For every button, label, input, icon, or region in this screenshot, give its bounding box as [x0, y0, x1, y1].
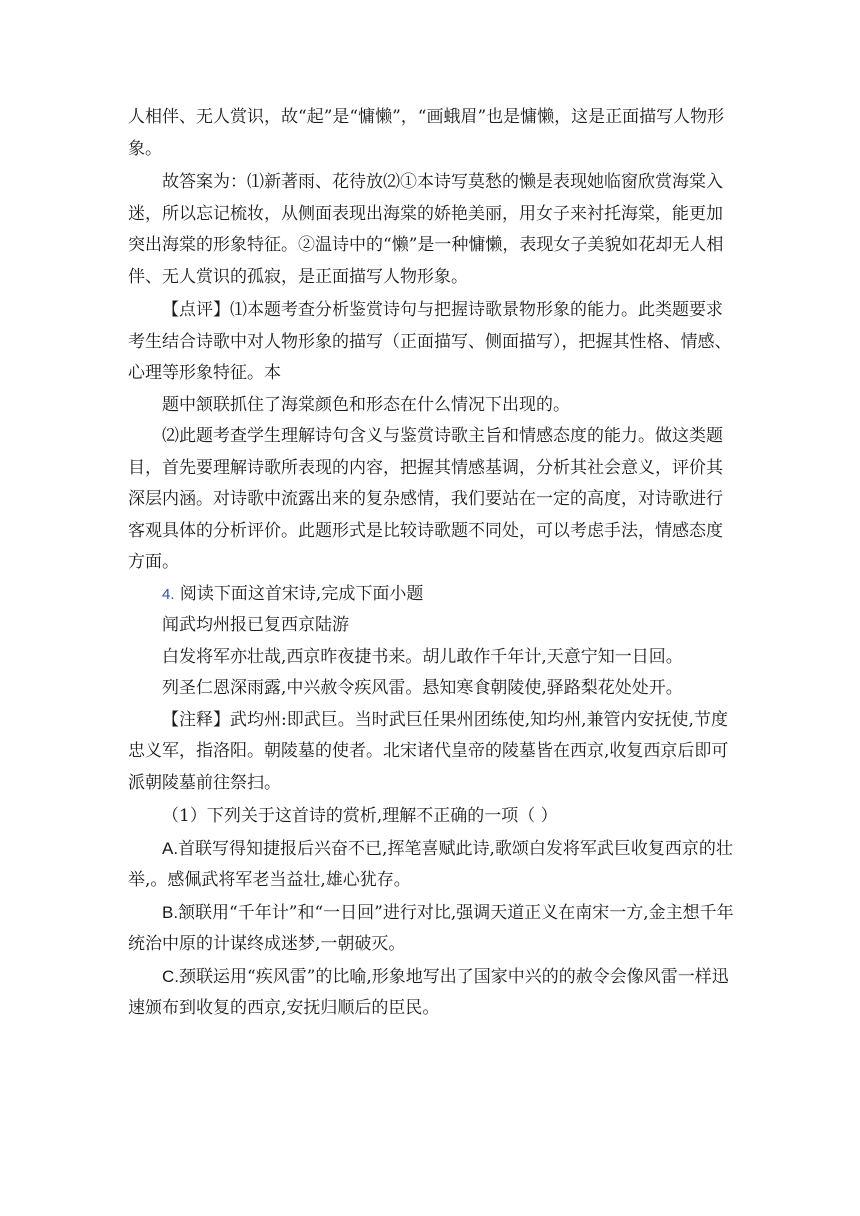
question-number: 4.: [162, 585, 175, 603]
document-body: [128, 102, 734, 1025]
poem-title: 闻武均州报已复西京陆游: [162, 615, 349, 635]
paragraph-continuation: 人相伴、无人赏识，故“起”是“慵懒”，“画蛾眉”也是慵懒，这是正面描写人物形象。: [128, 107, 725, 159]
paragraph-answer: 故答案为：⑴新著雨、花待放⑵①本诗写莫愁的懒是表现她临窗欣赏海棠入迷，所以忘记梳妆，从侧面表现出海棠的娇艳美丽，用女子来衬托海棠，能更加突出海棠的形象特征。②温诗中的“懒”是一种慵懒，表现女子美貌如花却无人相伴、无人赏识的孤寂，是正面描写人物形象。: [128, 172, 724, 287]
option-c-letter: C.: [162, 966, 179, 986]
paragraph-comment-1-cont: 题中颔联抓住了海棠颜色和形态在什么情况下出现的。: [162, 394, 570, 415]
option-b-letter: B.: [162, 902, 179, 922]
option-a-letter: A.: [162, 838, 179, 858]
paragraph-comment-2: ⑵此题考查学生理解诗句含义与鉴赏诗歌主旨和情感态度的能力。做这类题目，首先要理解诗歌所表现的内容，把握其情感基调，分析其社会意义，评价其深层内涵。对诗歌中流露出来的复杂感情，我们要站在一定的高度，对诗歌进行客观具体的分析评价。此题形式是比较诗歌题不同处，可以考虑手法，情感态度方面。: [128, 426, 723, 572]
option-a: [128, 833, 734, 897]
poem-note: 【注释】武均州:即武巨。当时武巨任果州团练使,知均州,兼管内安抚使,节度忠义军，指洛阳。朝陵墓的使者。北宋诸代皇帝的陵墓皆在西京,收复西京后即可派朝陵墓前往祭扫。: [128, 709, 729, 793]
question-prompt: 阅读下面这首宋诗,完成下面小题: [179, 583, 424, 604]
option-c-text: 颈联运用“疾风雷”的比喻,形象地写出了国家中兴的的赦令会像风雷一样迅速颁布到收复的西京,安抚归顺后的臣民。: [128, 966, 729, 1018]
sub-question: （1）下列关于这首诗的赏析,理解不正确的一项（ ）: [162, 806, 558, 826]
poem-line-1: 白发将军亦壮哉,西京昨夜捷书来。胡儿敢作千年计,天意宁知一日回。: [162, 646, 683, 667]
paragraph-comment-1: 【点评】⑴本题考查分析鉴赏诗句与把握诗歌景物形象的能力。此类题要求考生结合诗歌中对人物形象的描写（正面描写、侧面描写），把握其性格、情感、心理等形象特征。本: [128, 300, 732, 383]
option-b-text: 颔联用“千年计”和“一日回”进行对比,强调天道正义在南宋一方,金主想千年统治中原的计谋终成迷梦,一朝破灭。: [128, 902, 734, 954]
option-a-text: 首联写得知捷报后兴奋不已,挥笔喜赋此诗,歌颂白发将军武巨收复西京的壮举,。感佩武将军老当益壮,雄心犹存。: [128, 838, 733, 890]
poem-line-2: 列圣仁恩深雨露,中兴赦令疾风雷。悬知寒食朝陵使,驿路梨花处处开。: [162, 678, 683, 698]
question-heading: [128, 579, 734, 611]
option-c: [128, 961, 734, 1025]
option-b: [128, 897, 734, 961]
